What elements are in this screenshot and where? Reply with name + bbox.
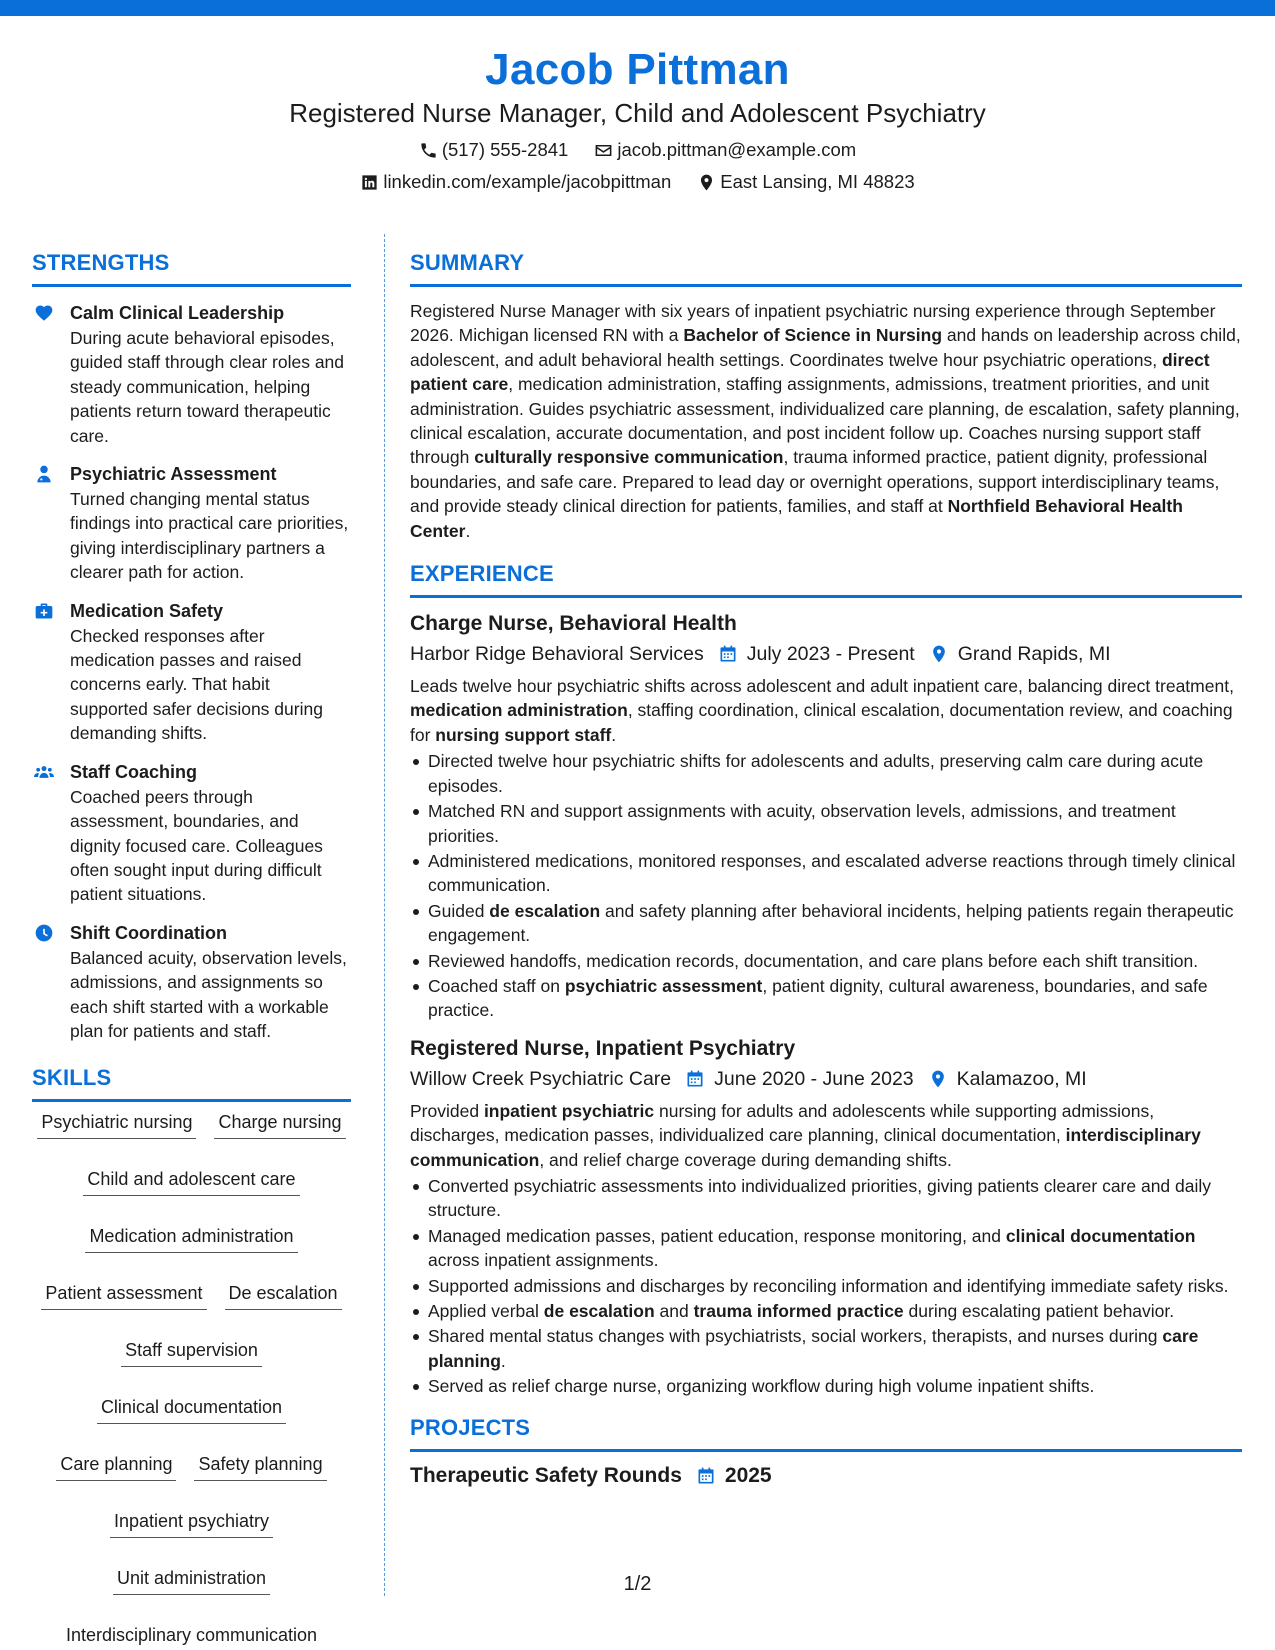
text-segment: Administered medications, monitored responses, and escalated adverse reactions through timely clinical communication. [428,850,1236,896]
left-column [32,248,351,1650]
text-segment: Served as relief charge nurse, organizing workflow during high volume inpatient shifts. [428,1376,1095,1397]
text-segment: and hands on leadership across child, adolescent, and adult behavioral health settings. Coordinates twelve hour psychiatric operations, [410,325,1241,370]
strength-item [32,921,351,1044]
text-segment: and [654,1301,694,1321]
bold-text: de escalation [543,1301,655,1321]
heart-icon [34,303,54,323]
bullet-item [410,849,1242,898]
column-divider [384,234,385,1596]
calendar-icon [718,644,738,664]
strengths-section [32,248,351,1043]
strength-item [32,599,351,746]
strength-title: Medication Safety [70,600,224,621]
bullet-item [410,949,1242,973]
bold-text: interdisciplinary communication [410,1125,1201,1170]
linkedin-contact[interactable] [360,170,671,194]
text-segment: nursing for adults and adolescents while supporting admissions, discharges, medication passes, individualized care planning, clinical documentation, [410,1100,1155,1146]
strength-title: Calm Clinical Leadership [70,303,285,323]
experience-section [410,559,1242,1399]
job-title: Registered Nurse, Inpatient Psychiatry [410,1036,796,1060]
skill-tag: Staff supervision [121,1338,262,1367]
skills-rule [32,1099,351,1102]
strengths-rule [32,284,351,287]
text-segment: , staffing coordination, clinical escalation, documentation review, and coaching for [410,700,1233,745]
strength-desc: Coached peers through assessment, boundaries, and dignity focused care. Colleagues often sought input during difficult patient situations. [70,786,323,905]
bold-text: trauma informed practice [693,1301,904,1321]
summary-text [410,299,1242,543]
job-entry [410,1035,1242,1399]
skill-tag: De escalation [225,1281,342,1310]
text-segment: . [465,520,471,541]
text-segment: , and relief charge coverage during demanding shifts. [539,1149,952,1170]
bullet-item [410,1299,1242,1323]
text-segment: . [500,1350,506,1371]
bullet-item [410,749,1242,798]
projects-rule [410,1449,1242,1452]
map-pin-icon [697,173,716,192]
projects-heading: PROJECTS [410,1414,531,1440]
skill-tag: Inpatient psychiatry [110,1509,273,1538]
email-contact[interactable] [594,138,856,162]
job-location: Kalamazoo, MI [956,1067,1087,1090]
job-bullets [410,749,1242,1022]
map-pin-icon [929,644,949,664]
skills-section [32,1063,351,1650]
text-segment: Directed twelve hour psychiatric shifts for adolescents and adults, preserving calm care during acute episodes. [428,751,1204,796]
bullet-item [410,1174,1242,1223]
project-title: Therapeutic Safety Rounds [410,1463,682,1487]
job-description [410,1099,1242,1172]
phone-icon [419,141,438,160]
text-segment: Converted psychiatric assessments into individualized priorities, giving patients clearer care and daily structure. [428,1175,1212,1221]
bold-text: culturally responsive communication [474,447,784,468]
candidate-title: Registered Nurse Manager, Child and Adolescent Psychiatry [289,98,986,128]
strength-desc: During acute behavioral episodes, guided staff through clear roles and steady communication, helping patients return toward therapeutic care. [70,328,345,446]
text-segment: , trauma informed practice, patient dignity, professional boundaries, and safe care. Prepared to lead day or overnight operations, support interdisciplinary teams, and provide steady clinical direction for patients, families, and staff at [410,447,1220,517]
project-entry [410,1462,1242,1490]
skill-tag: Charge nursing [214,1110,345,1139]
bold-text: psychiatric assessment [564,975,763,996]
bullet-item [410,799,1242,848]
experience-heading: EXPERIENCE [410,561,554,587]
summary-heading: SUMMARY [410,250,525,275]
experience-rule [410,595,1242,598]
job-description [410,674,1242,747]
text-segment: and safety planning after behavioral incidents, helping patients regain therapeutic engagement. [428,900,1234,946]
job-dates: July 2023 - Present [746,643,915,666]
bullet-item [410,974,1242,1023]
linkedin-text: linkedin.com/example/jacobpittman [383,171,672,192]
text-segment: during escalating patient behavior. [903,1301,1175,1321]
bold-text: direct patient care [410,349,1210,395]
calendar-icon [685,1069,705,1089]
strength-title: Psychiatric Assessment [70,464,277,485]
summary-rule [410,284,1242,287]
job-entry [410,610,1242,1023]
text-segment: Leads twelve hour psychiatric shifts across adolescent and adult inpatient care, balancing direct treatment, [410,676,1234,697]
text-segment: Supported admissions and discharges by reconciling information and identifying immediate safety risks. [428,1275,1229,1296]
skill-tag: Clinical documentation [97,1395,286,1424]
user-nurse-icon [34,464,54,484]
bullet-item [410,1374,1242,1398]
strength-desc: Balanced acuity, observation levels, admissions, and assignments so each shift started with a workable plan for patients and staff. [70,947,347,1041]
bullet-item [410,899,1242,948]
email-text: jacob.pittman@example.com [617,139,857,160]
text-segment: , medication administration, staffing assignments, admissions, treatment priorities, and unit administration. Guides psychiatric assessment, individualized care planning, de escalation, safety planning, clinical escalation, accurate documentation, and post incident follow up. Coaches nursing support staff through [410,374,1240,468]
job-dates: June 2020 - June 2023 [714,1067,914,1090]
bold-text: medication administration [410,700,628,721]
text-segment: Registered Nurse Manager with six years of inpatient psychiatric nursing experience through September 2026. Michigan licensed RN with a [410,301,1216,346]
bold-text: inpatient psychiatric [483,1100,655,1121]
strength-title: Shift Coordination [70,922,227,943]
job-bullets [410,1174,1242,1399]
job-location: Grand Rapids, MI [957,643,1111,666]
skill-tag: Safety planning [194,1452,326,1481]
skill-tag: Psychiatric nursing [37,1110,196,1139]
bold-text: de escalation [489,900,601,921]
users-icon [34,762,54,782]
bullet-item [410,1324,1242,1373]
bold-text: clinical documentation [1005,1225,1196,1246]
bold-text: Northfield Behavioral Health Center [410,496,1183,541]
skill-tag: Care planning [56,1452,176,1481]
resume-header [0,44,1275,194]
candidate-name: Jacob Pittman [485,45,790,94]
text-segment: Matched RN and support assignments with acuity, observation levels, admissions, and treatment priorities. [428,801,1176,846]
job-company: Harbor Ridge Behavioral Services [410,643,704,666]
skill-tag: Medication administration [85,1224,297,1253]
strength-item [32,760,351,907]
job-meta [410,1065,1242,1093]
text-segment: Guided [428,900,490,921]
bullet-item [410,1224,1242,1273]
skills-heading: SKILLS [32,1065,112,1091]
skill-tag: Interdisciplinary communication [62,1623,321,1650]
text-segment: , patient dignity, cultural awareness, boundaries, and safe practice. [428,975,1208,1021]
clock-icon [34,923,54,943]
text-segment: Applied verbal [428,1301,544,1321]
medkit-icon [34,601,54,621]
project-year: 2025 [724,1463,772,1487]
text-segment: Coached staff on [428,975,565,996]
calendar-icon [696,1466,716,1486]
skills-list [32,1110,351,1650]
bold-text: care planning [428,1326,1199,1371]
top-accent-bar [0,0,1275,16]
envelope-icon [594,141,613,160]
job-company: Willow Creek Psychiatric Care [410,1067,672,1090]
strength-item [32,301,351,448]
location-contact [697,170,914,194]
phone-contact[interactable] [419,138,569,162]
projects-section [410,1413,1242,1490]
text-segment: Shared mental status changes with psychiatrists, social workers, therapists, and nurses during [428,1326,1163,1347]
job-meta [410,640,1242,668]
right-column [410,248,1242,1490]
strength-desc: Turned changing mental status findings into practical care priorities, giving interdisciplinary partners a clearer path for action. [70,489,349,583]
contact-row-2 [0,170,1275,194]
strength-title: Staff Coaching [70,761,198,782]
skill-tag: Patient assessment [41,1281,206,1310]
strength-desc: Checked responses after medication passes and raised concerns early. That habit supported safer decisions during demanding shifts. [70,625,323,744]
job-title: Charge Nurse, Behavioral Health [410,612,737,636]
bold-text: Bachelor of Science in Nursing [683,325,943,346]
text-segment: Provided [410,1100,484,1121]
phone-text: (517) 555-2841 [441,139,569,160]
summary-section [410,248,1242,543]
strength-item [32,462,351,585]
strengths-heading: STRENGTHS [32,250,170,275]
linkedin-icon [360,173,379,192]
map-pin-icon [928,1069,948,1089]
skill-tag: Child and adolescent care [83,1167,299,1196]
skill-tag: Unit administration [113,1566,270,1595]
page-number: 1/2 [623,1573,652,1595]
bold-text: nursing support staff [435,724,612,745]
location-text: East Lansing, MI 48823 [720,171,915,192]
text-segment: Reviewed handoffs, medication records, documentation, and care plans before each shift transition. [428,950,1199,971]
contact-row-1 [0,138,1275,162]
text-segment: across inpatient assignments. [428,1250,659,1271]
text-segment: Managed medication passes, patient education, response monitoring, and [428,1225,1006,1246]
bullet-item [410,1274,1242,1298]
text-segment: . [611,724,617,745]
